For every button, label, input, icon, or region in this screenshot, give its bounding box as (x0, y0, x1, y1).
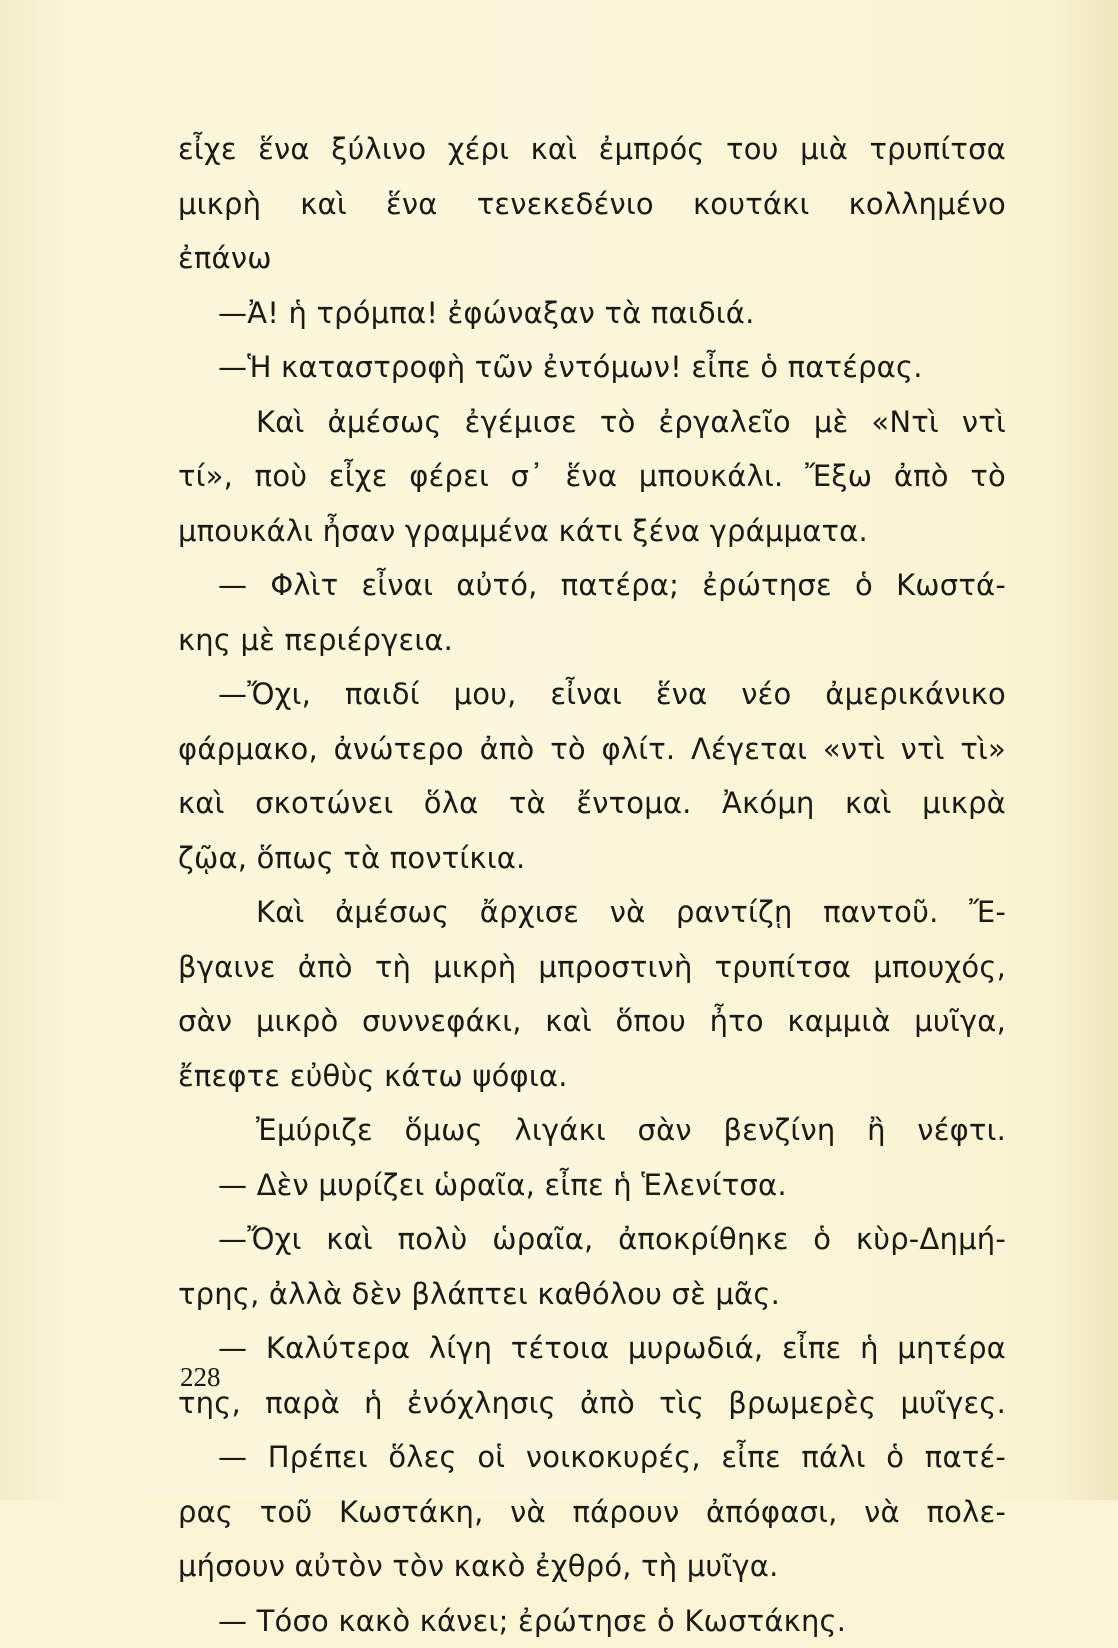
text-line: —Ὄχι, παιδί μου, εἶναι ἕνα νέο ἀμερικάνικο (178, 667, 1006, 722)
text-line: μπουκάλι ἦσαν γραμμένα κάτι ξένα γράμματα. (178, 504, 1006, 559)
text-line: ζῷα, ὅπως τὰ ποντίκια. (178, 831, 1006, 886)
text-line: Ἐμύριζε ὅμως λιγάκι σὰν βενζίνη ἢ νέφτι. (178, 1103, 1006, 1158)
text-line: της, παρὰ ἡ ἐνόχλησις ἀπὸ τὶς βρωμερὲς μυῖγες. (178, 1376, 1006, 1431)
text-line: τί», ποὺ εἶχε φέρει σ᾽ ἕνα μπουκάλι. Ἔξω ἀπὸ τὸ (178, 449, 1006, 504)
text-line: —Ἡ καταστροφὴ τῶν ἐντόμων! εἶπε ὁ πατέρας. (178, 340, 1006, 395)
text-line: φάρμακο, ἀνώτερο ἀπὸ τὸ φλίτ. Λέγεται «ντὶ ντὶ τὶ» (178, 722, 1006, 777)
text-line: Καὶ ἀμέσως ἄρχισε νὰ ραντίζῃ παντοῦ. Ἔ- (178, 885, 1006, 940)
text-line: εἶχε ἕνα ξύλινο χέρι καὶ ἐμπρός του μιὰ τρυπίτσα (178, 122, 1006, 177)
page-number: 228 (180, 1362, 221, 1393)
text-line: τρης, ἀλλὰ δὲν βλάπτει καθόλου σὲ μᾶς. (178, 1267, 1006, 1322)
text-line: μικρὴ καὶ ἕνα τενεκεδένιο κουτάκι κολλημένο (178, 177, 1006, 232)
text-line: — Φλὶτ εἶναι αὐτό, πατέρα; ἐρώτησε ὁ Κωστά- (178, 558, 1006, 613)
text-line: καὶ σκοτώνει ὅλα τὰ ἔντομα. Ἀκόμη καὶ μικρὰ (178, 776, 1006, 831)
text-line: σὰν μικρὸ συννεφάκι, καὶ ὅπου ἦτο καμμιὰ μυῖγα, (178, 994, 1006, 1049)
text-line: ἐπάνω (178, 231, 1006, 286)
text-line: —Ἀ! ἡ τρόμπα! ἐφώναξαν τὰ παιδιά. (178, 286, 1006, 341)
text-line: — Πρέπει ὅλες οἱ νοικοκυρές, εἶπε πάλι ὁ πατέ- (178, 1430, 1006, 1485)
text-line: — Δὲν μυρίζει ὡραῖα, εἶπε ἡ Ἑλενίτσα. (178, 1158, 1006, 1213)
text-line: βγαινε ἀπὸ τὴ μικρὴ μπροστινὴ τρυπίτσα μπουχός, (178, 940, 1006, 995)
text-line: ἔπεφτε εὐθὺς κάτω ψόφια. (178, 1049, 1006, 1104)
text-line: — Καλύτερα λίγη τέτοια μυρωδιά, εἶπε ἡ μητέρα (178, 1321, 1006, 1376)
text-line: μήσουν αὐτὸν τὸν κακὸ ἐχθρό, τὴ μυῖγα. (178, 1539, 1006, 1594)
page-text (178, 122, 1006, 1648)
text-line: ρας τοῦ Κωστάκη, νὰ πάρουν ἀπόφασι, νὰ πολε- (178, 1485, 1006, 1540)
text-line: — Τόσο κακὸ κάνει; ἐρώτησε ὁ Κωστάκης. (178, 1594, 1006, 1648)
text-line: Καὶ ἀμέσως ἐγέμισε τὸ ἐργαλεῖο μὲ «Ντὶ ντὶ (178, 395, 1006, 450)
text-line: —Ὄχι καὶ πολὺ ὡραῖα, ἀποκρίθηκε ὁ κὺρ-Δημή- (178, 1212, 1006, 1267)
text-line: κης μὲ περιέργεια. (178, 613, 1006, 668)
